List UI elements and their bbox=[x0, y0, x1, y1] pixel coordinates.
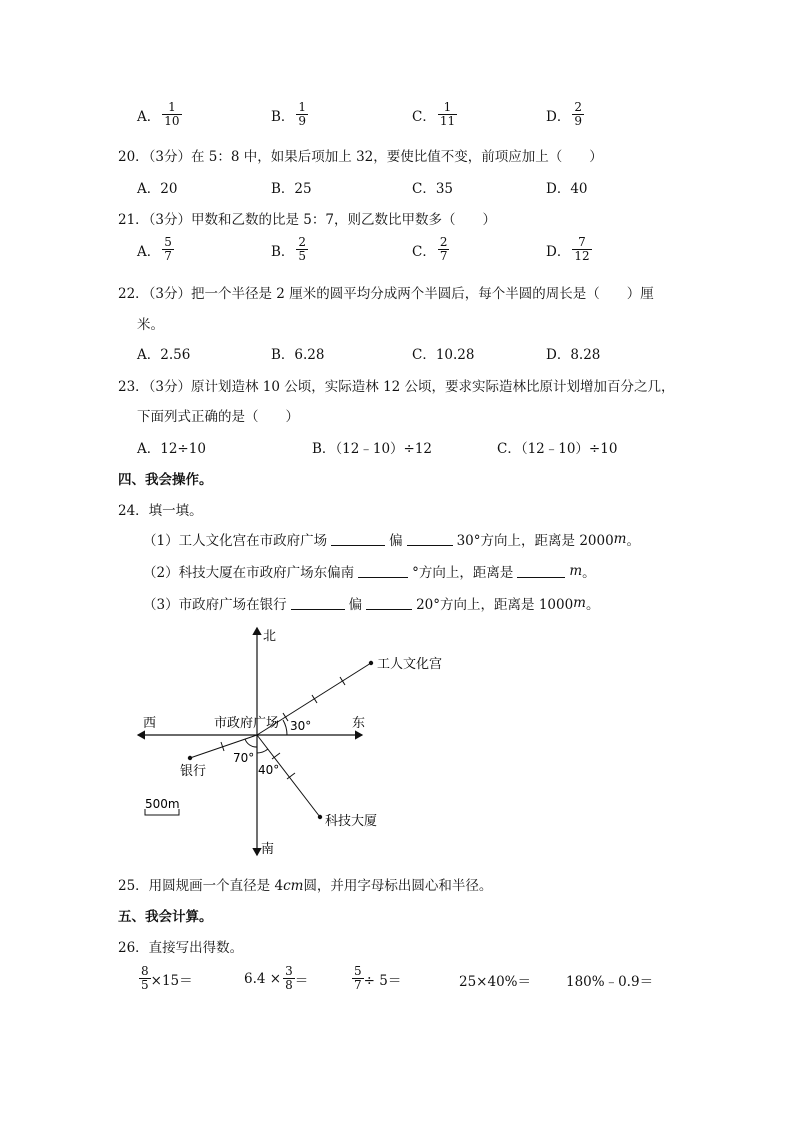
q25-stem: 25．用圆规画一个直径是 4cm圆，并用字母标出圆心和半径。 bbox=[118, 878, 493, 894]
section-4-title: 四、我会操作。 bbox=[118, 472, 213, 488]
arc-40 bbox=[257, 749, 268, 753]
palace-label: 工人文化宫 bbox=[377, 657, 443, 672]
q21-option-a: A． $\frac{5}{7}$ bbox=[137, 235, 172, 263]
q24-sub2: （2）科技大厦在市政府广场东偏南 °方向上，距离是 m 。 bbox=[143, 563, 596, 581]
section-5-title: 五、我会计算。 bbox=[118, 909, 213, 925]
q19-option-d: D． $\frac{2}{9}$ bbox=[546, 100, 582, 128]
q24-stem: 24．填一填。 bbox=[118, 503, 203, 519]
q19-option-b: B． $\frac{1}{9}$ bbox=[271, 100, 307, 128]
q20-option-c: C．35 bbox=[412, 181, 454, 197]
arc-30 bbox=[283, 720, 287, 735]
q24-sub1: （1）工人文化宫在市政府广场 偏 30°方向上，距离是 2000 m 。 bbox=[143, 531, 640, 549]
q21-stem: 21．（3分）甲数和乙数的比是 5：7，则乙数比甲数多（ ） bbox=[118, 212, 496, 228]
calc-expr-2: 6.4 × $\frac{3}{8}$ ＝ bbox=[244, 964, 309, 992]
q21-option-b: B． $\frac{2}{5}$ bbox=[271, 235, 307, 263]
q23-stem-line1: 23．（3分）原计划造林 10 公顷，实际造林 12 公顷，要求实际造林比原计划增加百分之几， bbox=[118, 379, 675, 395]
angle-40-label: 40° bbox=[258, 763, 280, 777]
bank-label: 银行 bbox=[180, 764, 207, 779]
angle-30-label: 30° bbox=[290, 719, 312, 733]
south-label: 南 bbox=[261, 842, 275, 857]
north-label: 北 bbox=[263, 629, 277, 644]
q22-stem-line1: 22．（3分）把一个半径是 2 厘米的圆平均分成两个半圆后，每个半圆的周长是（ ）厘 bbox=[118, 286, 654, 302]
bank-point bbox=[188, 756, 192, 760]
q21-option-d: D． $\frac{7}{12}$ bbox=[546, 235, 590, 263]
tower-label: 科技大厦 bbox=[325, 814, 378, 829]
q23-option-a: A．12÷10 bbox=[137, 441, 206, 457]
q22-option-d: D．8.28 bbox=[546, 347, 601, 363]
q26-stem: 26．直接写出得数。 bbox=[118, 940, 244, 956]
arc-70 bbox=[245, 739, 257, 747]
q22-stem-line2: 米。 bbox=[137, 317, 164, 333]
east-label: 东 bbox=[352, 716, 366, 731]
q23-option-c: C．（12﹣10）÷10 bbox=[497, 441, 618, 457]
q22-option-a: A．2.56 bbox=[137, 347, 191, 363]
q21-option-c: C． $\frac{2}{7}$ bbox=[412, 235, 448, 263]
q22-option-b: B．6.28 bbox=[271, 347, 325, 363]
calc-expr-3: $\frac{5}{7}$ ÷ 5＝ bbox=[354, 964, 402, 992]
center-label: 市政府广场 bbox=[214, 716, 280, 731]
q23-option-b: B．（12﹣10）÷12 bbox=[312, 441, 433, 457]
q19-option-a: A． $\frac{1}{10}$ bbox=[137, 100, 180, 128]
angle-70-label: 70° bbox=[233, 751, 255, 765]
west-label: 西 bbox=[143, 716, 157, 731]
calc-expr-4: 25×40%＝ bbox=[459, 974, 531, 990]
tower-point bbox=[318, 815, 322, 819]
calc-expr-1: $\frac{8}{5}$ ×15＝ bbox=[141, 964, 193, 992]
q23-stem-line2: 下面列式正确的是（ ） bbox=[137, 409, 299, 425]
q20-option-b: B．25 bbox=[271, 181, 312, 197]
q24-sub3: （3）市政府广场在银行 偏 20°方向上，距离是 1000 m 。 bbox=[143, 595, 600, 613]
palace-point bbox=[369, 661, 373, 665]
q20-option-d: D．40 bbox=[546, 181, 588, 197]
q20-stem: 20．（3分）在 5：8 中，如果后项加上 32，要使比值不变，前项应加上（ ） bbox=[118, 149, 603, 165]
scale-label: 500m bbox=[145, 797, 180, 811]
q19-option-c: C． $\frac{1}{11}$ bbox=[412, 100, 456, 128]
q22-option-c: C．10.28 bbox=[412, 347, 475, 363]
q20-option-a: A．20 bbox=[137, 181, 178, 197]
calc-expr-5: 180%﹣0.9＝ bbox=[566, 974, 654, 990]
